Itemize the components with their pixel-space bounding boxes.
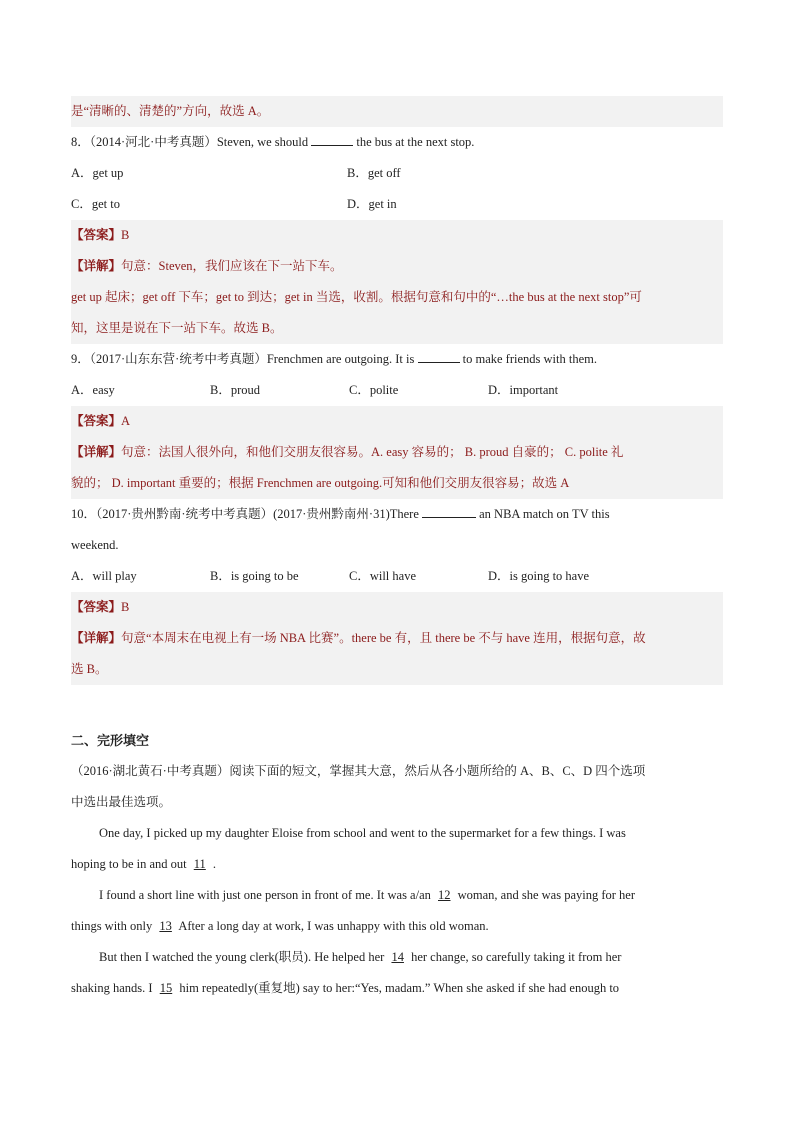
document-page xyxy=(71,96,723,1004)
question-8-stem-pre: 8．（2014·河北·中考真题）Steven, we should xyxy=(71,135,309,149)
question-8-blank xyxy=(311,132,353,146)
question-10-stem-pre: 10．（2017·贵州黔南·统考中考真题）(2017·贵州黔南州·31)There xyxy=(71,507,419,521)
question-10-options xyxy=(71,561,723,592)
question-8-option-a: A．get up xyxy=(71,166,124,180)
answer-value: B xyxy=(121,228,130,242)
detail-text: 句意：Steven，我们应该在下一站下车。 xyxy=(121,259,343,273)
question-8-detail-line3: 知，这里是说在下一站下车。故选 B。 xyxy=(71,313,723,344)
passage-text: After a long day at work, I was unhappy with this old woman. xyxy=(178,919,489,933)
question-8-stem-post: the bus at the next stop. xyxy=(356,135,475,149)
question-8-option-d: D．get in xyxy=(347,197,397,211)
question-9-stem-pre: 9．（2017·山东东营·统考中考真题）Frenchmen are outgoing. It is xyxy=(71,352,415,366)
question-8-option-c: C．get to xyxy=(71,197,120,211)
detail-label: 【详解】 xyxy=(71,259,122,273)
passage-text: But then I watched the young clerk(职员). He helped her xyxy=(99,950,385,964)
question-8-answer xyxy=(71,220,723,251)
question-10-stem-line2: weekend. xyxy=(71,538,119,552)
question-10-option-c: C．will have xyxy=(349,569,417,583)
answer-label: 【答案】 xyxy=(71,414,122,428)
spacer xyxy=(71,685,723,725)
passage-p3-line1 xyxy=(71,942,723,973)
passage-text: hoping to be in and out xyxy=(71,857,187,871)
question-9-option-d: D．important xyxy=(488,383,559,397)
question-8-option-b: B．get off xyxy=(347,166,401,180)
passage-text: . xyxy=(212,857,217,871)
carry-over-detail: 是“清晰的、清楚的”方向，故选 A。 xyxy=(71,96,723,127)
question-10-detail xyxy=(71,623,723,654)
question-9-stem-post: to make friends with them. xyxy=(462,352,597,366)
question-10-stem xyxy=(71,499,723,530)
passage-p1-line2 xyxy=(71,849,723,880)
question-10-option-a: A．will play xyxy=(71,569,137,583)
question-10-blank xyxy=(422,504,476,518)
detail-label: 【详解】 xyxy=(71,631,122,645)
detail-text: 句意：法国人很外向，和他们交朋友很容易。A. easy 容易的； B. proud 自豪的； C. polite 礼 xyxy=(121,445,624,459)
passage-p2-line2 xyxy=(71,911,723,942)
question-9-detail-line2: 貌的； D. important 重要的；根据 Frenchmen are outgoing.可知和他们交朋友很容易；故选 A xyxy=(71,468,723,499)
passage-text: him repeatedly(重复地) say to her:“Yes, madam.” When she asked if she had enough to xyxy=(179,981,620,995)
detail-label: 【详解】 xyxy=(71,445,122,459)
question-9-option-a: A．easy xyxy=(71,383,115,397)
passage-p1-line1: One day, I picked up my daughter Eloise from school and went to the supermarket for a few things. I was xyxy=(99,826,626,840)
answer-label: 【答案】 xyxy=(71,228,122,242)
question-10-stem-post: an NBA match on TV this xyxy=(479,507,610,521)
blank-14: 14 xyxy=(391,950,404,964)
question-9-blank xyxy=(418,349,460,363)
answer-value: A xyxy=(121,414,131,428)
question-8-options-cd xyxy=(71,189,723,220)
blank-12: 12 xyxy=(438,888,451,902)
passage-p2-line1 xyxy=(71,880,723,911)
detail-text: 句意“本周末在电视上有一场 NBA 比赛”。there be 有，且 there be 不与 have 连用，根据句意，故 xyxy=(121,631,646,645)
section-intro-line1: （2016·湖北黄石·中考真题）阅读下面的短文，掌握其大意，然后从各小题所给的 A、B、C、D 四个选项 xyxy=(71,764,646,778)
question-9-option-c: C．polite xyxy=(349,383,399,397)
question-9-answer xyxy=(71,406,723,437)
passage-text: woman, and she was paying for her xyxy=(457,888,636,902)
answer-value: B xyxy=(121,600,130,614)
section-title: 二、完形填空 xyxy=(71,733,150,748)
section-intro-line2: 中选出最佳选项。 xyxy=(71,795,172,809)
question-8-detail xyxy=(71,251,723,282)
question-9-option-b: B．proud xyxy=(210,383,261,397)
blank-11: 11 xyxy=(193,857,206,871)
passage-text: shaking hands. I xyxy=(71,981,153,995)
question-9-stem xyxy=(71,344,723,375)
question-8-stem xyxy=(71,127,723,158)
question-8-detail-line2: get up 起床；get off 下车；get to 到达；get in 当选，收割。根据句意和句中的“…the bus at the next stop”可 xyxy=(71,282,723,313)
answer-label: 【答案】 xyxy=(71,600,122,614)
question-10-option-d: D．is going to have xyxy=(488,569,590,583)
question-8-options-ab xyxy=(71,158,723,189)
passage-text: things with only xyxy=(71,919,153,933)
blank-15: 15 xyxy=(159,981,173,995)
blank-13: 13 xyxy=(159,919,172,933)
passage-p3-line2 xyxy=(71,973,723,1004)
question-10-detail-line2: 选 B。 xyxy=(71,654,723,685)
passage-text: her change, so carefully taking it from her xyxy=(411,950,622,964)
question-9-options xyxy=(71,375,723,406)
passage-text: I found a short line with just one person in front of me. It was a/an xyxy=(99,888,431,902)
question-10-option-b: B．is going to be xyxy=(210,569,299,583)
question-10-answer xyxy=(71,592,723,623)
question-9-detail xyxy=(71,437,723,468)
